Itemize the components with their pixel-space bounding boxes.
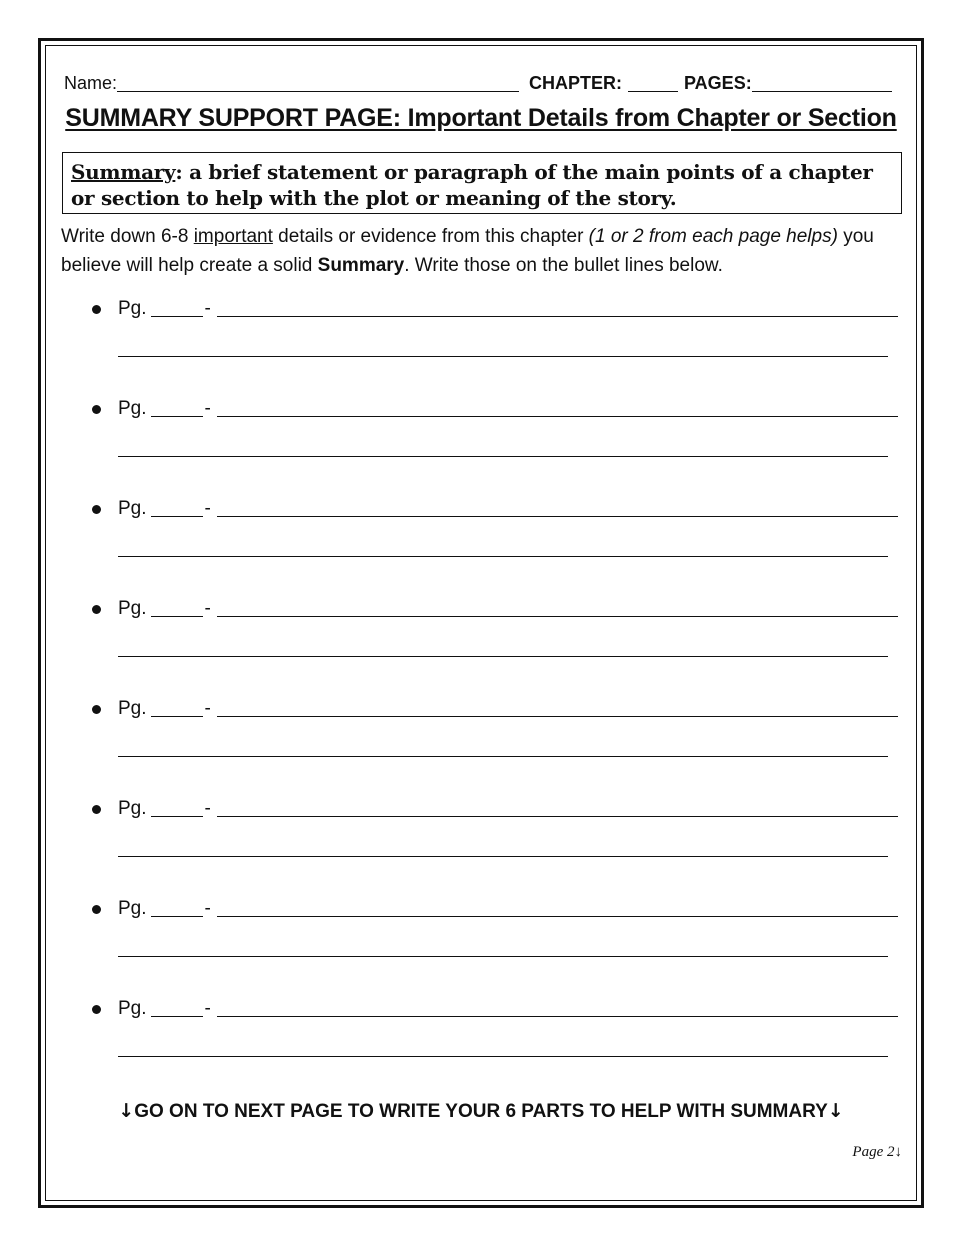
bullet-item — [46, 892, 916, 992]
page-number-field[interactable] — [151, 398, 203, 417]
chapter-field[interactable] — [628, 73, 678, 92]
page-label: Pg. — [118, 998, 147, 1019]
bullet-dot — [92, 605, 101, 614]
page-number-field[interactable] — [151, 298, 203, 317]
name-label: Name: — [64, 73, 118, 93]
page-number-field[interactable] — [151, 898, 203, 917]
definition-box — [62, 152, 902, 214]
pages-field[interactable] — [752, 73, 892, 92]
page-number: Page 2↓ — [852, 1144, 902, 1160]
page-border-outer — [38, 38, 924, 1208]
page-label: Pg. — [118, 598, 147, 619]
detail-line-2[interactable] — [118, 556, 888, 557]
bullet-item — [46, 992, 916, 1092]
bullet-dot — [92, 705, 101, 714]
bullet-row: Pg. - — [118, 492, 898, 520]
down-arrow-icon: ↓ — [118, 1100, 135, 1122]
chapter-label: CHAPTER: — [529, 73, 623, 93]
detail-line-2[interactable] — [118, 756, 888, 757]
bullet-dot — [92, 305, 101, 314]
bullet-item — [46, 592, 916, 692]
bullet-row: Pg. - — [118, 992, 898, 1020]
instructions-text-2: details or evidence from this chapter — [272, 226, 589, 247]
detail-line-2[interactable] — [118, 356, 888, 357]
bullet-dot — [92, 405, 101, 414]
page-label: Pg. — [118, 898, 147, 919]
bullet-item — [46, 492, 916, 592]
pages-label: PAGES: — [684, 73, 752, 93]
bullet-item — [46, 292, 916, 392]
detail-line-2[interactable] — [118, 456, 888, 457]
bullet-dot — [92, 905, 101, 914]
detail-line-2[interactable] — [118, 656, 888, 657]
detail-line-1[interactable] — [217, 698, 898, 717]
instructions-underlined: important — [193, 226, 273, 247]
page-label: Pg. — [118, 698, 147, 719]
page-number-field[interactable] — [151, 798, 203, 817]
instructions-italic: (1 or 2 from each page helps) — [588, 226, 838, 247]
instructions-text-3: you believe will help create a solid — [61, 226, 874, 276]
detail-line-1[interactable] — [217, 298, 898, 317]
bullet-row: Pg. - — [118, 692, 898, 720]
bullet-row: Pg. - — [118, 392, 898, 420]
name-field[interactable] — [117, 73, 519, 92]
down-arrow-icon: ↓ — [827, 1100, 844, 1122]
definition-term: Summary — [71, 160, 176, 184]
detail-line-1[interactable] — [217, 998, 898, 1017]
page-title: SUMMARY SUPPORT PAGE: Important Details from Chapter or Section — [65, 104, 897, 132]
instructions-text-1: Write down 6-8 — [61, 226, 194, 247]
page-label: Pg. — [118, 298, 147, 319]
next-page-text: GO ON TO NEXT PAGE TO WRITE YOUR 6 PARTS TO HELP WITH SUMMARY — [134, 1101, 828, 1122]
detail-line-2[interactable] — [118, 956, 888, 957]
page-number-field[interactable] — [151, 498, 203, 517]
instructions-bold: Summary — [317, 255, 405, 276]
definition-text: : a brief statement or paragraph of the main points of a chapter or section to help with the plot or meaning of the story. — [71, 160, 873, 210]
bullet-dot — [92, 505, 101, 514]
detail-line-1[interactable] — [217, 398, 898, 417]
page-border-inner — [45, 45, 917, 1201]
bullet-list — [46, 292, 916, 1092]
bullet-item — [46, 692, 916, 792]
next-page-instruction — [46, 1100, 916, 1123]
bullet-item — [46, 392, 916, 492]
page-number-field[interactable] — [151, 698, 203, 717]
detail-line-2[interactable] — [118, 1056, 888, 1057]
bullet-item — [46, 792, 916, 892]
instructions-text-4: . Write those on the bullet lines below. — [404, 255, 723, 276]
bullet-dot — [92, 805, 101, 814]
bullet-dot — [92, 1005, 101, 1014]
detail-line-1[interactable] — [217, 898, 898, 917]
page-label: Pg. — [118, 498, 147, 519]
bullet-row: Pg. - — [118, 292, 898, 320]
page-number-field[interactable] — [151, 998, 203, 1017]
page-label: Pg. — [118, 798, 147, 819]
bullet-row: Pg. - — [118, 592, 898, 620]
page-number-field[interactable] — [151, 598, 203, 617]
header-line — [64, 66, 896, 94]
bullet-row: Pg. - — [118, 892, 898, 920]
instructions — [61, 222, 898, 280]
detail-line-1[interactable] — [217, 498, 898, 517]
detail-line-2[interactable] — [118, 856, 888, 857]
detail-line-1[interactable] — [217, 798, 898, 817]
page-label: Pg. — [118, 398, 147, 419]
bullet-row: Pg. - — [118, 792, 898, 820]
detail-line-1[interactable] — [217, 598, 898, 617]
